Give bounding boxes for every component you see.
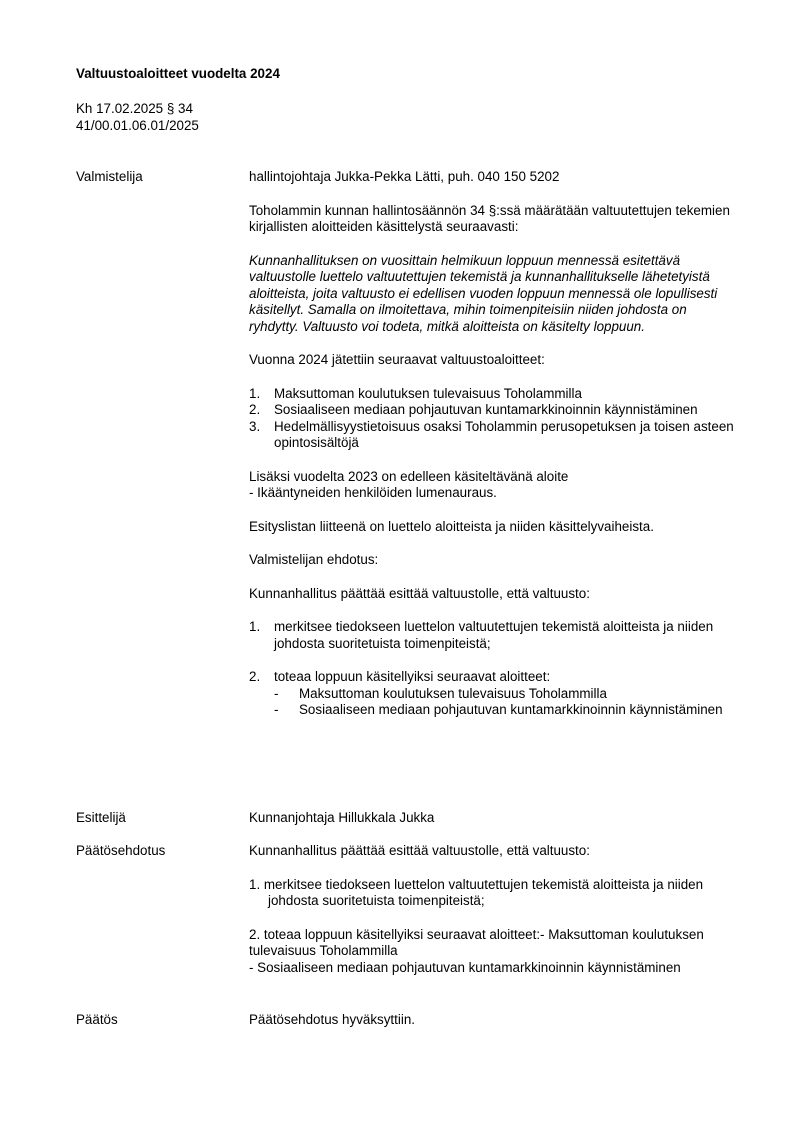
decision-proposal-item-1: 1. merkitsee tiedokseen luettelon valtuutettujen tekemistä aloitteista ja niiden johdosta suoritetuista toimenpiteistä; bbox=[249, 876, 704, 908]
attachment-note: Esityslistan liitteenä on luettelo aloitteista ja niiden käsittelyvaiheista. bbox=[249, 518, 654, 534]
intro-paragraph: Toholammin kunnan hallintosäännön 34 §:ssä määrätään valtuutettujen tekemien kirjallisten aloitteiden käsittelystä seuraavasti: bbox=[249, 202, 730, 234]
list-item: 2. toteaa loppuun käsitellyiksi seuraavat aloitteet: bbox=[249, 669, 551, 684]
list-item: 3. Hedelmällisyystietoisuus osaksi Toholammin perusopetuksen ja toisen asteen opintosisältöjä bbox=[249, 418, 734, 450]
list-item: - Sosiaaliseen mediaan pohjautuvan kuntamarkkinoinnin käynnistäminen bbox=[274, 702, 723, 717]
closed-initiatives-list bbox=[249, 686, 739, 719]
proposal-list bbox=[249, 619, 739, 686]
label-valmistelija: Valmistelija bbox=[76, 169, 143, 184]
extra-initiative-item: - Ikääntyneiden henkilöiden lumenauraus. bbox=[249, 485, 497, 500]
label-esittelija: Esittelijä bbox=[76, 810, 126, 825]
decision-proposal-section bbox=[249, 843, 729, 976]
decision-proposal-item-2b: - Sosiaaliseen mediaan pohjautuvan kuntamarkkinoinnin käynnistäminen bbox=[249, 959, 681, 975]
initiatives-list bbox=[249, 386, 739, 452]
decision-text: Päätösehdotus hyväksyttiin. bbox=[249, 1012, 415, 1027]
meeting-reference: Kh 17.02.2025 § 34 bbox=[76, 101, 193, 116]
label-paatosehdotus: Päätösehdotus bbox=[76, 843, 166, 858]
list-item: - Maksuttoman koulutuksen tulevaisuus Toholammilla bbox=[274, 685, 607, 701]
list-item: 1. merkitsee tiedokseen luettelon valtuutettujen tekemistä aloitteista ja niiden johdosta suoritetuista toimenpiteistä; bbox=[249, 619, 714, 651]
decision-proposal-item-2: 2. toteaa loppuun käsitellyiksi seuraavat aloitteet:- Maksuttoman koulutuksen tulevaisuus Toholammilla bbox=[249, 926, 704, 958]
meeting-meta bbox=[76, 101, 199, 134]
page-title: Valtuustoaloitteet vuodelta 2024 bbox=[76, 66, 280, 81]
valmistelija-section bbox=[249, 169, 739, 719]
preparer-name: hallintojohtaja Jukka-Pekka Lätti, puh. 040 150 5202 bbox=[249, 169, 560, 184]
proposal-heading: Valmistelijan ehdotus: bbox=[249, 552, 379, 567]
quoted-rule: Kunnanhallituksen on vuosittain helmikuun loppuun mennessä esitettävä valtuustolle luettelo valtuutettujen tekemistä ja kunnanhallitukselle lähetetyistä aloitteista, joita valtuusto ei edellisen vuoden loppuun mennessä ole lopullisesti käsitellyt. Samalla on ilmoitettava, mihin toimenpiteisiin niiden johdosta on ryhdytty. Valtuusto voi todeta, mitkä aloitteista on käsitelty loppuun. bbox=[249, 252, 718, 334]
extra-initiative-line: Lisäksi vuodelta 2023 on edelleen käsiteltävänä aloite bbox=[249, 468, 569, 484]
initiatives-intro: Vuonna 2024 jätettiin seuraavat valtuustoaloitteet: bbox=[249, 352, 545, 367]
decision-proposal-intro: Kunnanhallitus päättää esittää valtuustolle, että valtuusto: bbox=[249, 843, 590, 858]
proposal-intro: Kunnanhallitus päättää esittää valtuustolle, että valtuusto: bbox=[249, 585, 590, 601]
list-item: 2. Sosiaaliseen mediaan pohjautuvan kuntamarkkinoinnin käynnistäminen bbox=[249, 402, 698, 417]
label-paatos: Päätös bbox=[76, 1012, 118, 1027]
presenter-name: Kunnanjohtaja Hillukkala Jukka bbox=[249, 810, 435, 825]
list-item: 1. Maksuttoman koulutuksen tulevaisuus Toholammilla bbox=[249, 385, 582, 401]
case-number: 41/00.01.06.01/2025 bbox=[76, 117, 199, 133]
